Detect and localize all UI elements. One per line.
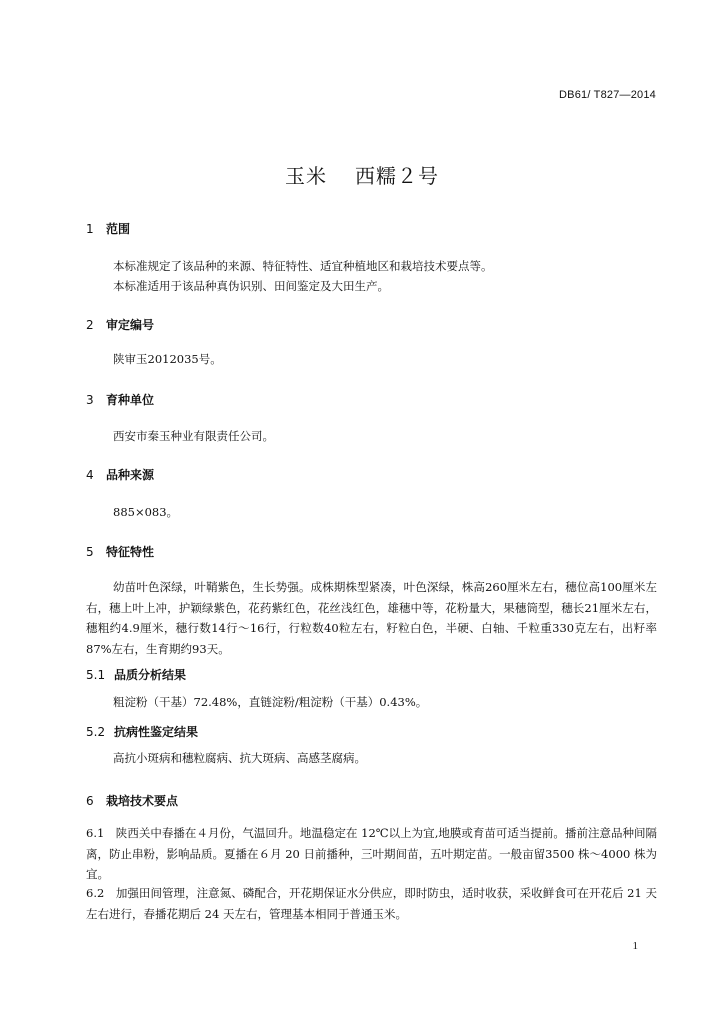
breeder-text: 西安市秦玉种业有限责任公司。 <box>113 429 274 443</box>
section-heading-breeder: 3 育种单位 <box>86 393 155 407</box>
cultivation-paragraph-6-1: 6.1 陕西关中春播在４月份，气温回升。地温稳定在 12℃以上为宜,地膜或育苗可适当提前。播前注意品种间隔离，防止串粉，影响品质。夏播在６月 20 日前播种，三叶期间苗，五叶期定苗。一般亩留3500 株～4000 株为宜。 <box>86 826 657 881</box>
subsection-heading-disease-resistance: 5.2 抗病性鉴定结果 <box>86 725 199 739</box>
section-heading-scope: 1 范围 <box>86 222 131 236</box>
approval-number-text: 陕审玉2012035号。 <box>113 352 222 366</box>
page-number: 1 <box>632 940 638 952</box>
disease-resistance-text: 高抗小斑病和穗粒腐病、抗大斑病、高感茎腐病。 <box>113 751 366 765</box>
page-title <box>0 160 724 189</box>
title-variety: 西糯２号 <box>355 164 439 188</box>
section-heading-characteristics: 5 特征特性 <box>86 545 155 559</box>
cultivation-paragraph-6-2: 6.2 加强田间管理，注意氮、磷配合，开花期保证水分供应，即时防虫，适时收获，采收鲜食可在开花后 21 天左右进行，春播花期后 24 天左右，管理基本相同于普通玉米。 <box>86 886 657 921</box>
quality-text: 粗淀粉（干基）72.48%，直链淀粉/粗淀粉（干基）0.43%。 <box>113 695 428 709</box>
origin-text: 885×083。 <box>113 505 179 519</box>
characteristics-paragraph: 幼苗叶色深绿，叶鞘紫色，生长势强。成株期株型紧凑，叶色深绿，株高260厘米左右，穗位高100厘米左右，穗上叶上冲，护颖绿紫色，花药紫红色，花丝浅红色，雄穗中等，花粉量大，果穗筒型，穗长21厘米左右，穗粗约4.9厘米，穗行数14行～16行，行粒数40粒左右，籽粒白色，半硬、白轴、千粒重330克左右，出籽率87%左右，生育期约93天。 <box>86 580 657 656</box>
section-heading-approval-number: 2 审定编号 <box>86 318 155 332</box>
scope-line-2: 本标准适用于该品种真伪识别、田间鉴定及大田生产。 <box>113 279 389 293</box>
title-crop: 玉米 <box>285 164 327 188</box>
subsection-heading-quality: 5.1 品质分析结果 <box>86 668 187 682</box>
standard-code: DB61/ T827—2014 <box>559 89 656 101</box>
section-heading-origin: 4 品种来源 <box>86 468 155 482</box>
section-heading-cultivation: 6 栽培技术要点 <box>86 794 179 808</box>
scope-line-1: 本标准规定了该品种的来源、特征特性、适宜种植地区和栽培技术要点等。 <box>113 259 493 273</box>
